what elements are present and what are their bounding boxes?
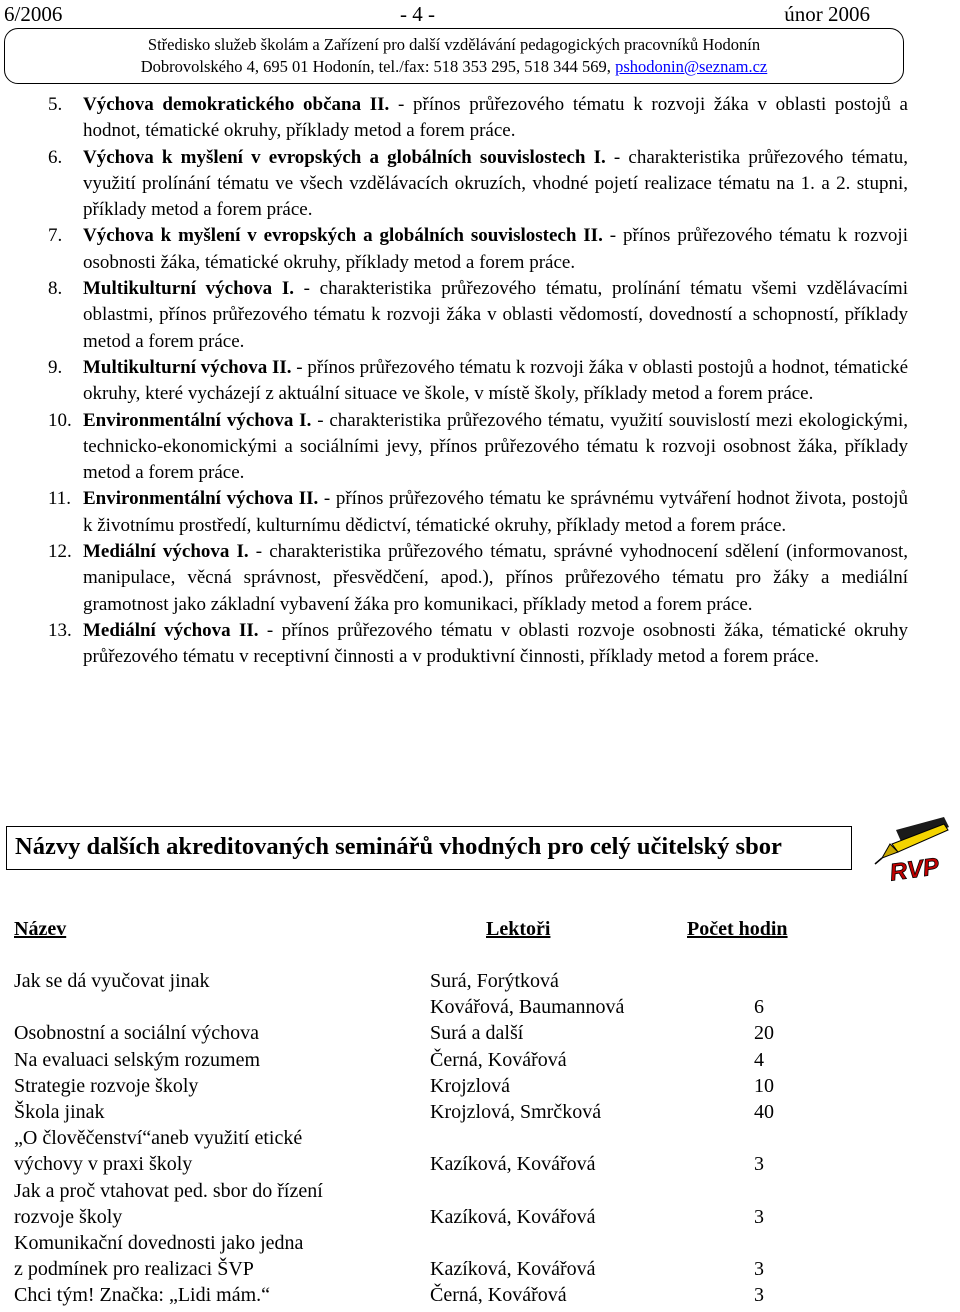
hours-cell: 3 (754, 1205, 764, 1228)
topic-description: - přínos průřezového tématu ke správnému vytváření hodnot života, postojů k životnímu prostředí, kulturnímu dědictví, tématické okruhy, příklady metod a forem práce. (83, 488, 908, 536)
section-title: Názvy dalších akreditovaných seminářů vhodných pro celý učitelský sbor (6, 826, 852, 870)
org-email-link[interactable]: pshodonin@seznam.cz (615, 57, 768, 76)
seminar-name-cell: Strategie rozvoje školy (14, 1074, 199, 1097)
topic-title: Výchova demokratického občana II. (83, 94, 390, 115)
table-row (0, 1256, 960, 1282)
org-name: Středisko služeb školám a Zařízení pro další vzdělávání pedagogických pracovníků Hodonín (147, 35, 761, 54)
lecturers-cell: Kazíková, Kovářová (430, 1205, 596, 1228)
topic-item (0, 408, 960, 487)
topic-title: Výchova k myšlení v evropských a globálních souvislostech I. (83, 146, 606, 168)
lecturers-cell: Surá, Forýtková (430, 970, 559, 992)
topic-number: 9. (48, 356, 63, 378)
topic-item (0, 145, 960, 224)
topic-description: - charakteristika průřezového tématu, využití souvislostí mezi ekologickými, technicko-ekonomickými a sociálními jevy, přínos průřezového tématu k rozvoji osobnost žáka, příklady metod a forem práce. (83, 409, 908, 484)
lecturers-cell: Kovářová, Baumannová (430, 996, 625, 1019)
topic-description: - charakteristika průřezového tématu, prolínání tématu všemi vzdělávacími oblastmi, přínos průřezového tématu k rozvoji žáka v oblasti vědomostí, dovedností a schopností, příklady metod a forem práce. (83, 278, 908, 352)
page-header (0, 0, 960, 28)
topic-number: 7. (48, 225, 63, 247)
lecturers-cell: Krojzlová, Smrčková (430, 1100, 602, 1123)
table-row (0, 1151, 960, 1177)
hours-cell: 6 (754, 996, 764, 1019)
topic-title: Environmentální výchova I. (83, 409, 312, 431)
org-contact (5, 56, 903, 78)
topic-item (0, 539, 960, 618)
topic-item (0, 618, 960, 671)
topic-number: 12. (48, 541, 72, 563)
hours-cell: 3 (754, 1284, 764, 1307)
table-row (0, 1178, 960, 1204)
seminar-name-cell: Škola jinak (14, 1100, 105, 1123)
table-row (0, 1204, 960, 1230)
topic-item (0, 276, 960, 355)
topic-description: - přínos průřezového tématu v oblasti rozvoje osobnosti žáka, tématické okruhy průřezového tématu v receptivní činnosti a v produktivní činnosti, příklady metod a forem práce. (83, 619, 908, 668)
seminar-name-cell: Jak se dá vyučovat jinak (14, 970, 210, 992)
topic-item (0, 223, 960, 276)
table-row (0, 1073, 960, 1099)
rvp-pen-logo (870, 814, 952, 890)
topic-number: 13. (48, 619, 72, 641)
topic-description: - přínos průřezového tématu k rozvoji žáka v oblasti postojů a hodnot, tématické okruhy, které vycházejí z aktuální situace ve škole, v místě školy, příklady metod a forem práce. (83, 356, 908, 405)
seminar-name-cell: Komunikační dovednosti jako jedna (14, 1231, 304, 1254)
topic-number: 6. (48, 146, 63, 168)
topic-number: 11. (48, 488, 72, 510)
seminar-name-cell: výchovy v praxi školy (14, 1153, 193, 1176)
seminar-name-cell: rozvoje školy (14, 1205, 123, 1228)
lecturers-cell: Krojzlová (430, 1074, 510, 1097)
header-date-left: 6/2006 (4, 2, 63, 26)
topic-number: 8. (48, 278, 63, 300)
topic-title: Výchova k myšlení v evropských a globálních souvislostech II. (83, 225, 603, 247)
lecturers-cell: Černá, Kovářová (430, 1284, 567, 1307)
seminar-topic-list (0, 92, 960, 671)
column-header-name: Název (14, 918, 67, 940)
topic-title: Mediální výchova II. (83, 619, 259, 641)
column-header-hours: Počet hodin (687, 918, 788, 940)
table-row (0, 1282, 960, 1308)
topic-title: Multikulturní výchova I. (83, 278, 294, 300)
lecturers-cell: Kazíková, Kovářová (430, 1153, 596, 1176)
seminar-name-cell: Chci tým! Značka: „Lidi mám.“ (14, 1284, 271, 1307)
column-header-lecturers: Lektoři (486, 918, 551, 940)
seminar-name-cell: Osobnostní a sociální výchova (14, 1022, 259, 1045)
hours-cell: 40 (754, 1100, 774, 1123)
hours-cell: 3 (754, 1258, 764, 1281)
page-number: - 4 - (400, 2, 435, 26)
topic-item (0, 486, 960, 539)
logo-text: RVP (888, 853, 941, 887)
table-row (0, 1099, 960, 1125)
topic-title: Multikulturní výchova II. (83, 356, 292, 378)
lecturers-cell: Černá, Kovářová (430, 1048, 567, 1071)
topic-number: 5. (48, 94, 63, 115)
hours-cell: 4 (754, 1048, 764, 1071)
table-row (0, 1020, 960, 1046)
topic-title: Mediální výchova I. (83, 541, 249, 563)
table-row (0, 968, 960, 994)
topic-description: - přínos průřezového tématu k rozvoji osobnosti žáka, tématické okruhy, příklady metod a forem práce. (83, 225, 908, 273)
topic-description: - charakteristika průřezového tématu, správné vyhodnocení sdělení (informovanost, manipulace, věcná správnost, přesvědčení, apod.), přínos průřezového tématu pro žáky a mediální gramotnost jako základní vybavení žáka pro komunikaci, příklady metod a forem práce. (83, 541, 908, 615)
hours-cell: 10 (754, 1074, 774, 1097)
lecturers-cell: Kazíková, Kovářová (430, 1258, 596, 1281)
table-row (0, 1230, 960, 1256)
lecturers-cell: Surá a další (430, 1022, 524, 1045)
topic-title: Environmentální výchova II. (83, 488, 319, 510)
topic-description: - charakteristika průřezového tématu, využití prolínání tématu ve všech vzdělávacích okruzích, vhodné pojetí realizace tématu na 1. a 2. stupni, příklady metod a forem práce. (83, 146, 908, 221)
organization-box (4, 28, 904, 84)
topic-item (0, 92, 960, 145)
seminar-name-cell: Jak a proč vtahovat ped. sbor do řízení (14, 1179, 323, 1202)
hours-cell: 3 (754, 1153, 764, 1176)
topic-item (0, 355, 960, 408)
seminar-table (0, 968, 960, 1308)
topic-number: 10. (48, 409, 72, 431)
hours-cell: 20 (754, 1022, 774, 1045)
org-address: Dobrovolského 4, 695 01 Hodonín, tel./fax: 518 353 295, 518 344 569, (140, 57, 616, 76)
header-date-right: únor 2006 (784, 2, 870, 26)
topic-description: - přínos průřezového tématu k rozvoji žáka v oblasti postojů a hodnot, tématické okruhy, příklady metod a forem práce. (83, 94, 908, 142)
table-row (0, 994, 960, 1020)
seminar-name-cell: Na evaluaci selským rozumem (14, 1048, 261, 1071)
seminar-name-cell: „O člověčenství“aneb využití etické (14, 1127, 303, 1150)
table-row (0, 1047, 960, 1073)
table-row (0, 1125, 960, 1151)
seminar-name-cell: z podmínek pro realizaci ŠVP (14, 1258, 254, 1281)
